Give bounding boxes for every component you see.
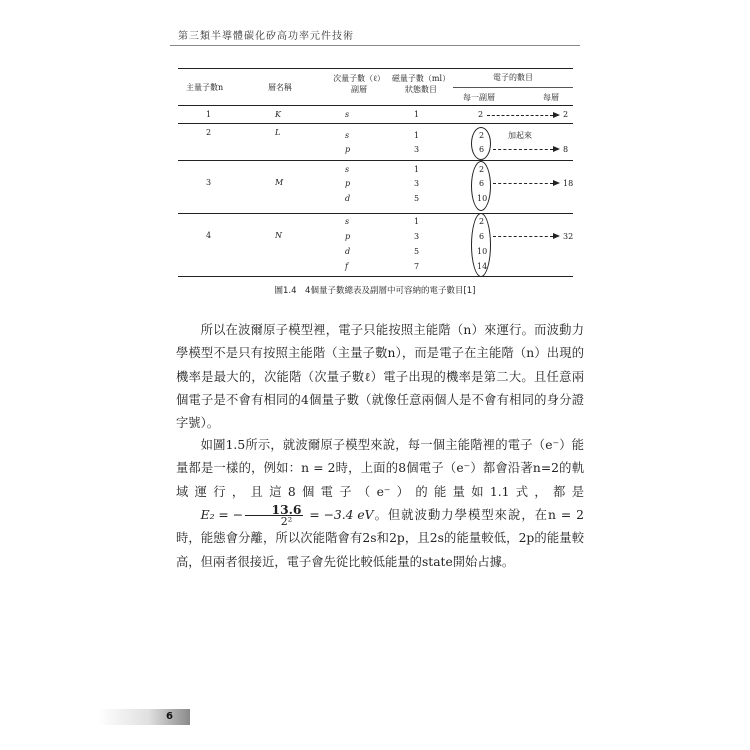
electron-count: 10 xyxy=(477,194,488,203)
electron-header-rule xyxy=(453,87,573,88)
n-value: 1 xyxy=(206,110,212,119)
equation-rhs: = −3.4 eV xyxy=(305,507,374,522)
arrow-line xyxy=(493,149,553,150)
header-n: 主量子數n xyxy=(186,83,224,92)
header-per-subshell: 每一副層 xyxy=(463,93,495,102)
shell-total: 8 xyxy=(563,145,569,154)
arrow-head-icon xyxy=(553,146,560,152)
row-divider xyxy=(178,160,573,161)
paragraph-2-before-eq: 如圖1.5所示，就波爾原子模型來說，每一個主能階裡的電子（e⁻）能量都是一樣的，例如：n = 2時，上面的8個電子（e⁻）都會沿著n=2的軌域運行，且這8個電子（e⁻）的能量如1.1式，都是 xyxy=(176,438,584,499)
subshell-label: p xyxy=(345,145,351,154)
state-count: 5 xyxy=(414,194,420,203)
arrow-head-icon xyxy=(553,233,560,239)
arrow-line xyxy=(493,183,553,184)
row-divider xyxy=(178,123,573,124)
state-count: 1 xyxy=(414,165,420,174)
shell-name: M xyxy=(275,178,284,187)
header-ml: 磁量子數（ml） 狀態數目 xyxy=(391,74,451,94)
equation-denominator: 2² xyxy=(280,514,293,528)
figure-caption: 圖1.4 4個量子數總表及副層中可容納的電子數目[1] xyxy=(274,286,476,296)
sum-note: 加起來 xyxy=(508,131,532,140)
arrow-head-icon xyxy=(553,180,560,186)
header-per-shell: 每層 xyxy=(543,93,559,102)
running-header: 第三類半導體碳化矽高功率元件技術 xyxy=(178,31,354,42)
state-count: 3 xyxy=(414,145,420,154)
state-count: 5 xyxy=(414,247,420,256)
electron-count: 14 xyxy=(477,262,488,271)
header-electrons: 電子的數目 xyxy=(493,73,533,82)
subshell-label: p xyxy=(345,232,351,241)
arrow-line xyxy=(487,115,553,116)
header-l: 次量子數（ℓ） 副層 xyxy=(333,74,385,94)
electron-count: 6 xyxy=(479,179,485,188)
electron-count: 6 xyxy=(479,232,485,241)
state-count: 3 xyxy=(414,179,420,188)
subshell-label: d xyxy=(345,247,351,256)
electron-count: 6 xyxy=(479,145,485,154)
subshell-label: d xyxy=(345,194,351,203)
electron-count: 2 xyxy=(479,217,485,226)
state-count: 1 xyxy=(414,217,420,226)
table-bottom-rule xyxy=(178,276,573,277)
group-oval xyxy=(471,161,491,211)
quantum-number-table xyxy=(178,68,573,276)
electron-count: 10 xyxy=(477,247,488,256)
equation-numerator: 13.6 xyxy=(245,504,304,516)
group-oval xyxy=(471,127,491,160)
energy-equation xyxy=(176,501,374,528)
equation-fraction xyxy=(245,501,304,528)
n-value: 4 xyxy=(206,231,212,240)
subshell-label: s xyxy=(345,165,350,174)
header-shell: 層名稱 xyxy=(268,83,292,92)
arrow-line xyxy=(493,236,553,237)
subshell-label: f xyxy=(345,262,348,271)
state-count: 1 xyxy=(414,110,420,119)
row-divider xyxy=(178,213,573,214)
subshell-label: s xyxy=(345,110,350,119)
state-count: 1 xyxy=(414,131,420,140)
footer-bar xyxy=(98,709,190,725)
shell-name: K xyxy=(275,110,281,119)
n-value: 2 xyxy=(206,128,212,137)
paragraph-1: 所以在波爾原子模型裡，電子只能按照主能階（n）來運行。而波動力學模型不是只有按照主能階（主量子數n），而是電子在主能階（n）出現的機率是最大的，次能階（次量子數ℓ）電子出現的機率是第二大。且任意兩個電子是不會有相同的4個量子數（就像任意兩個人是不會有相同的身分證字號）。 xyxy=(176,323,584,431)
subshell-label: s xyxy=(345,217,350,226)
subshell-label: s xyxy=(345,131,350,140)
electron-count: 2 xyxy=(479,131,485,140)
page-number: 6 xyxy=(166,711,173,722)
table-top-rule xyxy=(178,68,573,69)
shell-total: 18 xyxy=(563,179,574,188)
paragraph-2 xyxy=(176,434,584,574)
electron-count: 2 xyxy=(478,110,484,119)
state-count: 3 xyxy=(414,232,420,241)
equation-lhs: E₂ = − xyxy=(200,507,243,522)
header-rule xyxy=(170,45,580,46)
state-count: 7 xyxy=(414,262,420,271)
shell-total: 32 xyxy=(563,232,574,241)
shell-name: N xyxy=(275,231,282,240)
subshell-label: p xyxy=(345,179,351,188)
table-header-rule xyxy=(178,105,573,106)
arrow-head-icon xyxy=(553,112,560,118)
shell-total: 2 xyxy=(563,110,569,119)
electron-count: 2 xyxy=(479,165,485,174)
shell-name: L xyxy=(275,128,281,137)
n-value: 3 xyxy=(206,178,212,187)
paragraph-2-after-eq: 。但就波動力學模型來說，在n = 2時，能態會分離，所以次能階會有2s和2p，且2s的能量較低，2p的能量較高，但兩者很接近，電子會先從比較低能量的state開始占據。 xyxy=(176,508,584,569)
group-oval xyxy=(471,213,491,277)
